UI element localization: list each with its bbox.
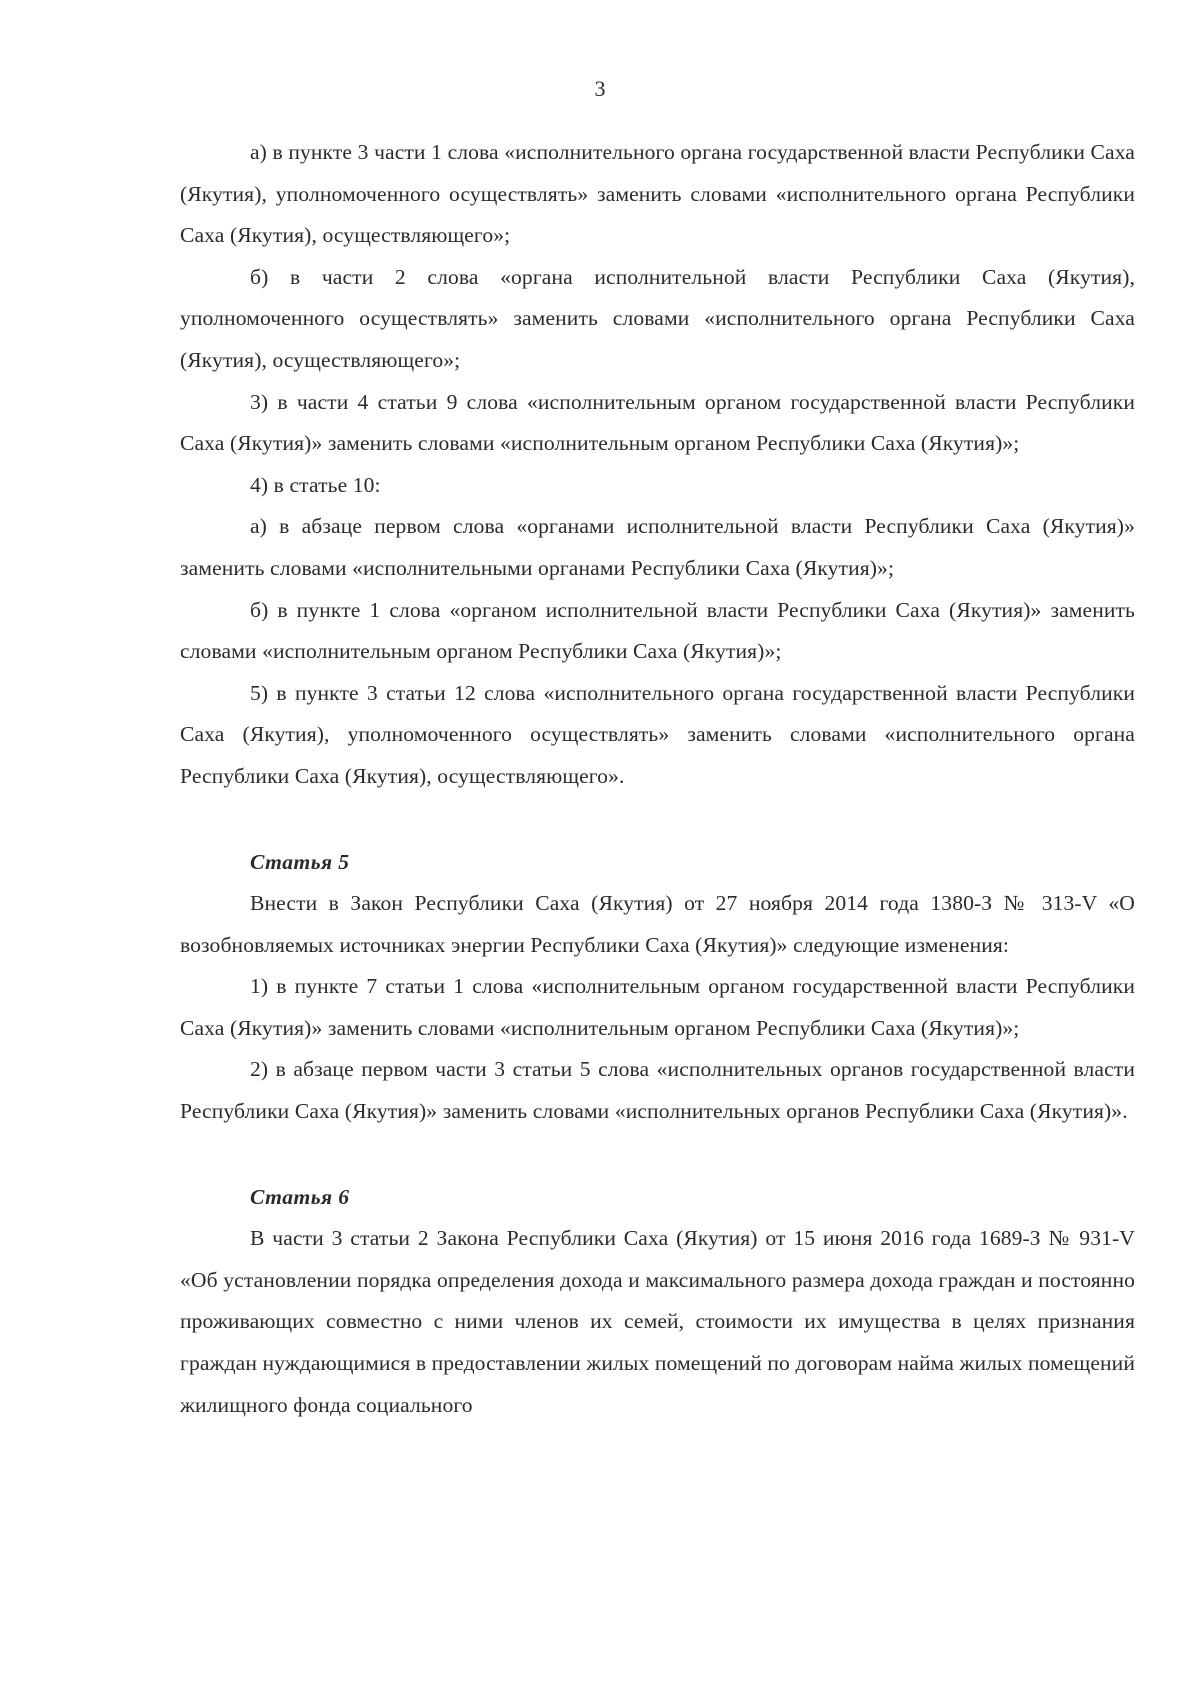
article-6-paragraph: В части 3 статьи 2 Закона Республики Саха (Якутия) от 15 июня 2016 года 1689-З № 931-V «Об установлении порядка определения дохода и максимального размера дохода граждан и постоянно проживающих совместно с ними членов их семей, стоимости их имущества в целях признания граждан нуждающимися в предоставлении жилых помещений по договорам найма жилых помещений жилищного фонда социального	[180, 1226, 1135, 1417]
paragraph-amendment-4b: б) в пункте 1 слова «органом исполнительной власти Республики Саха (Якутия)» заменить словами «исполнительным органом Республики Саха (Якутия)»;	[180, 597, 1135, 664]
paragraph-amendment-5: 5) в пункте 3 статьи 12 слова «исполнительного органа государственной власти Республики Саха (Якутия), уполномоченного осуществлять» заменить словами «исполнительного органа Республики Саха (Якутия), осуществляющего».	[180, 680, 1135, 788]
section-spacer	[180, 798, 1135, 842]
page-number: 3	[594, 76, 606, 101]
article-5-item-1: 1) в пункте 7 статьи 1 слова «исполнительным органом государственной власти Республики Саха (Якутия)» заменить словами «исполнительным органом Республики Саха (Якутия)»;	[180, 974, 1135, 1040]
article-5-heading: Статья 5	[250, 849, 350, 874]
paragraph-amendment-3: 3) в части 4 статьи 9 слова «исполнительным органом государственной власти Республики Саха (Якутия)» заменить словами «исполнительным органом Республики Саха (Якутия)»;	[180, 389, 1135, 456]
article-6-heading: Статья 6	[250, 1184, 350, 1209]
paragraph-amendment-4a: а) в абзаце первом слова «органами исполнительной власти Республики Саха (Якутия)» заменить словами «исполнительными органами Республики Саха (Якутия)»;	[180, 514, 1135, 580]
paragraph-amendment-b-part2: б) в части 2 слова «органа исполнительной власти Республики Саха (Якутия), уполномоченного осуществлять» заменить словами «исполнительного органа Республики Саха (Якутия), осуществляющего»;	[180, 264, 1135, 372]
section-spacer	[180, 1133, 1135, 1177]
paragraph-amendment-4: 4) в статье 10:	[250, 472, 381, 497]
paragraph-amendment-a-part1: а) в пункте 3 части 1 слова «исполнительного органа государственной власти Республики Саха (Якутия), уполномоченного осуществлять» заменить словами «исполнительного органа Республики Саха (Якутия), осуществляющего»;	[180, 140, 1135, 248]
article-5-item-2: 2) в абзаце первом части 3 статьи 5 слова «исполнительных органов государственной власти Республики Саха (Якутия)» заменить словами «исполнительных органов Республики Саха (Якутия)».	[180, 1057, 1135, 1124]
article-5-intro: Внести в Закон Республики Саха (Якутия) от 27 ноября 2014 года 1380-З № 313-V «О возобновляемых источниках энергии Республики Саха (Якутия)» следующие изменения:	[180, 891, 1135, 957]
document-body	[180, 132, 1135, 1426]
